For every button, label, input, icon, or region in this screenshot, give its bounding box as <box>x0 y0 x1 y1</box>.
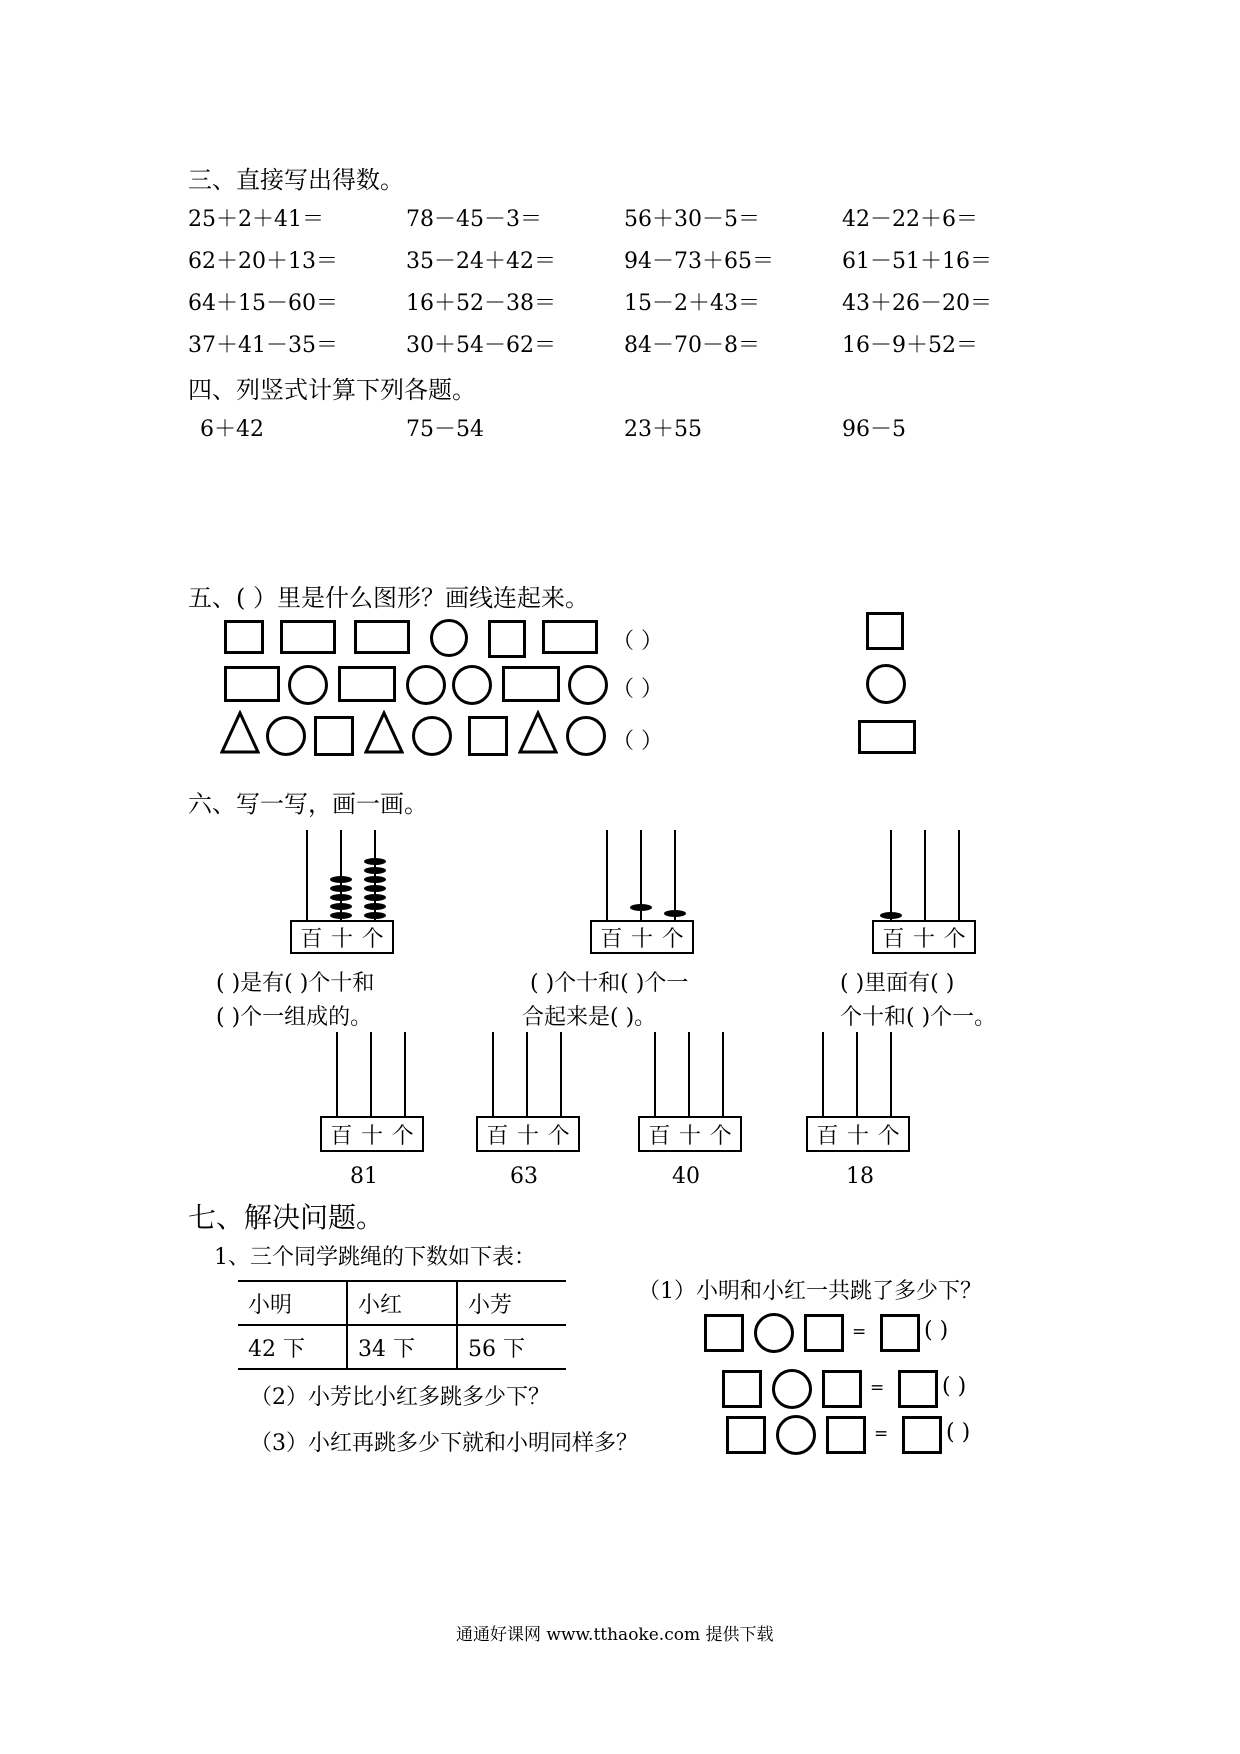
abacus-bead <box>364 903 386 910</box>
vertical-calc-item: 75－54 <box>406 417 484 442</box>
table-cell: 56 下 <box>457 1325 566 1369</box>
table-row <box>238 1281 566 1325</box>
answer-box[interactable] <box>902 1416 942 1454</box>
answer-box[interactable] <box>880 1314 920 1352</box>
abacus-base <box>476 1116 580 1152</box>
abacus-label-hundreds: 百 <box>600 926 623 952</box>
abacus-label-ones: 个 <box>391 1123 414 1149</box>
abacus-bead <box>330 894 352 901</box>
abacus-label-tens: 十 <box>630 926 653 952</box>
calc-item: 94－73＋65＝ <box>624 249 774 274</box>
abacus-label-hundreds: 百 <box>648 1123 671 1149</box>
question-1: （1）小明和小红一共跳了多少下？ <box>638 1279 982 1304</box>
rectangle-shape <box>224 666 280 702</box>
calc-item: 61－51＋16＝ <box>842 249 992 274</box>
abacus-bead <box>364 858 386 865</box>
abacus-rod <box>370 1032 372 1118</box>
abacus-label-ones: 个 <box>661 926 684 952</box>
reference-square <box>866 612 904 650</box>
target-number: 63 <box>510 1164 538 1189</box>
answer-paren: （ ） <box>612 729 663 754</box>
answer-box[interactable] <box>722 1370 762 1408</box>
calc-item: 37＋41－35＝ <box>188 333 338 358</box>
calc-item: 25＋2＋41＝ <box>188 207 324 232</box>
circle-shape <box>430 619 468 657</box>
abacus-bead <box>330 912 352 919</box>
calc-item: 42－22＋6＝ <box>842 207 978 232</box>
answer-box[interactable] <box>898 1370 938 1408</box>
section7-title: 七、解决问题。 <box>188 1201 385 1234</box>
abacus-label-hundreds: 百 <box>300 926 323 952</box>
section6-title: 六、写一写，画一画。 <box>188 790 428 818</box>
abacus-label-ones: 个 <box>709 1123 732 1149</box>
abacus-label-ones: 个 <box>877 1123 900 1149</box>
table-cell: 42 下 <box>238 1325 347 1369</box>
abacus-rod <box>336 1032 338 1118</box>
calc-item: 78－45－3＝ <box>406 207 542 232</box>
abacus-rod <box>654 1032 656 1118</box>
abacus-question-2-line1: ( )个十和( )个一 <box>530 971 689 996</box>
abacus-label-tens: 十 <box>360 1123 383 1149</box>
triangle-shape <box>220 710 260 754</box>
abacus-rod <box>958 830 960 922</box>
unit-paren: ( ) <box>946 1420 971 1445</box>
abacus-label-hundreds: 百 <box>486 1123 509 1149</box>
abacus-question-1-line2: ( )个一组成的。 <box>216 1005 373 1030</box>
question-3: （3）小红再跳多少下就和小明同样多？ <box>250 1431 638 1456</box>
abacus-label-hundreds: 百 <box>330 1123 353 1149</box>
abacus-question-2-line2: 合起来是( )。 <box>522 1005 657 1030</box>
table-row <box>238 1325 566 1369</box>
abacus-label-ones: 个 <box>547 1123 570 1149</box>
triangle-shape <box>364 710 404 754</box>
abacus-label-hundreds: 百 <box>882 926 905 952</box>
calc-item: 35－24＋42＝ <box>406 249 556 274</box>
triangle-shape <box>518 710 558 754</box>
abacus-rod <box>924 830 926 922</box>
equals-sign: = <box>870 1378 885 1398</box>
calc-item: 30＋54－62＝ <box>406 333 556 358</box>
reference-circle <box>866 664 906 704</box>
abacus-label-hundreds: 百 <box>816 1123 839 1149</box>
abacus-bead <box>364 894 386 901</box>
problem-1-text: 1、三个同学跳绳的下数如下表： <box>214 1245 536 1270</box>
circle-shape <box>452 665 492 705</box>
target-number: 40 <box>672 1164 700 1189</box>
abacus-base <box>590 920 694 954</box>
calc-item: 62＋20＋13＝ <box>188 249 338 274</box>
abacus-rod <box>722 1032 724 1118</box>
calc-item: 64＋15－60＝ <box>188 291 338 316</box>
unit-paren: ( ) <box>924 1318 949 1343</box>
operator-circle[interactable] <box>772 1369 812 1409</box>
table-cell: 34 下 <box>347 1325 457 1369</box>
abacus-bead <box>880 912 902 919</box>
abacus-label-tens: 十 <box>330 926 353 952</box>
section5-title: 五、( ）里是什么图形？画线连起来。 <box>188 584 589 612</box>
abacus-rod <box>856 1032 858 1118</box>
calc-item: 56＋30－5＝ <box>624 207 760 232</box>
answer-box[interactable] <box>826 1416 866 1454</box>
abacus-bead <box>330 876 352 883</box>
abacus-base <box>320 1116 424 1152</box>
operator-circle[interactable] <box>754 1313 794 1353</box>
answer-box[interactable] <box>822 1370 862 1408</box>
score-table-wrap <box>238 1280 566 1370</box>
unit-paren: ( ) <box>942 1374 967 1399</box>
abacus-bead <box>330 903 352 910</box>
abacus-rod <box>560 1032 562 1118</box>
calc-item: 43＋26－20＝ <box>842 291 992 316</box>
circle-shape <box>566 716 606 756</box>
equals-sign: = <box>852 1322 867 1342</box>
square-shape <box>224 620 264 654</box>
abacus-label-tens: 十 <box>516 1123 539 1149</box>
calc-item: 84－70－8＝ <box>624 333 760 358</box>
abacus-rod <box>674 830 676 922</box>
section4-title: 四、列竖式计算下列各题。 <box>188 376 476 404</box>
abacus-rod <box>822 1032 824 1118</box>
abacus-base <box>638 1116 742 1152</box>
table-header-cell: 小芳 <box>457 1281 566 1325</box>
circle-shape <box>288 665 328 705</box>
abacus-base <box>872 920 976 954</box>
reference-rectangle <box>858 720 916 754</box>
operator-circle[interactable] <box>776 1415 816 1455</box>
abacus-rod <box>606 830 608 922</box>
square-shape <box>314 716 354 756</box>
abacus-base <box>806 1116 910 1152</box>
abacus-bead <box>364 876 386 883</box>
abacus-rod <box>404 1032 406 1118</box>
rectangle-shape <box>354 620 410 654</box>
abacus-bead <box>364 867 386 874</box>
abacus-bead <box>364 885 386 892</box>
answer-box[interactable] <box>804 1314 844 1352</box>
abacus-question-3-line2: 个十和( )个一。 <box>840 1005 997 1030</box>
abacus-bead <box>330 885 352 892</box>
calc-item: 16－9＋52＝ <box>842 333 978 358</box>
calc-item: 16＋52－38＝ <box>406 291 556 316</box>
abacus-rod <box>890 830 892 922</box>
rectangle-shape <box>338 666 396 702</box>
equals-sign: = <box>874 1424 889 1444</box>
table-header-cell: 小明 <box>238 1281 347 1325</box>
square-shape <box>468 716 508 756</box>
abacus-label-tens: 十 <box>846 1123 869 1149</box>
answer-paren: （ ） <box>612 677 663 702</box>
section3-title: 三、直接写出得数。 <box>188 166 404 194</box>
abacus-bead <box>364 912 386 919</box>
question-2: （2）小芳比小红多跳多少下？ <box>250 1385 550 1410</box>
abacus-bead <box>664 910 686 917</box>
abacus-rod <box>688 1032 690 1118</box>
vertical-calc-item: 23＋55 <box>624 417 702 442</box>
abacus-rod <box>526 1032 528 1118</box>
abacus-rod <box>492 1032 494 1118</box>
answer-box[interactable] <box>704 1314 744 1352</box>
answer-box[interactable] <box>726 1416 766 1454</box>
circle-shape <box>406 665 446 705</box>
footer-text: 通通好课网 www.tthaoke.com 提供下载 <box>456 1625 774 1645</box>
abacus-label-ones: 个 <box>361 926 384 952</box>
square-shape <box>488 620 526 658</box>
abacus-bead <box>630 904 652 911</box>
target-number: 18 <box>846 1164 874 1189</box>
vertical-calc-item: 6＋42 <box>200 417 264 442</box>
abacus-label-ones: 个 <box>943 926 966 952</box>
rectangle-shape <box>280 620 336 654</box>
answer-paren: （ ） <box>612 629 663 654</box>
abacus-rod <box>306 830 308 922</box>
rectangle-shape <box>542 620 598 654</box>
table-header-cell: 小红 <box>347 1281 457 1325</box>
score-table <box>238 1280 566 1370</box>
rectangle-shape <box>502 666 560 702</box>
vertical-calc-item: 96－5 <box>842 417 906 442</box>
circle-shape <box>568 665 608 705</box>
circle-shape <box>412 716 452 756</box>
abacus-rod <box>890 1032 892 1118</box>
abacus-question-1-line1: ( )是有( )个十和 <box>216 971 375 996</box>
circle-shape <box>266 716 306 756</box>
calc-item: 15－2＋43＝ <box>624 291 760 316</box>
abacus-label-tens: 十 <box>912 926 935 952</box>
abacus-label-tens: 十 <box>678 1123 701 1149</box>
abacus-question-3-line1: ( )里面有( ) <box>840 971 955 996</box>
abacus-base <box>290 920 394 954</box>
target-number: 81 <box>350 1164 378 1189</box>
